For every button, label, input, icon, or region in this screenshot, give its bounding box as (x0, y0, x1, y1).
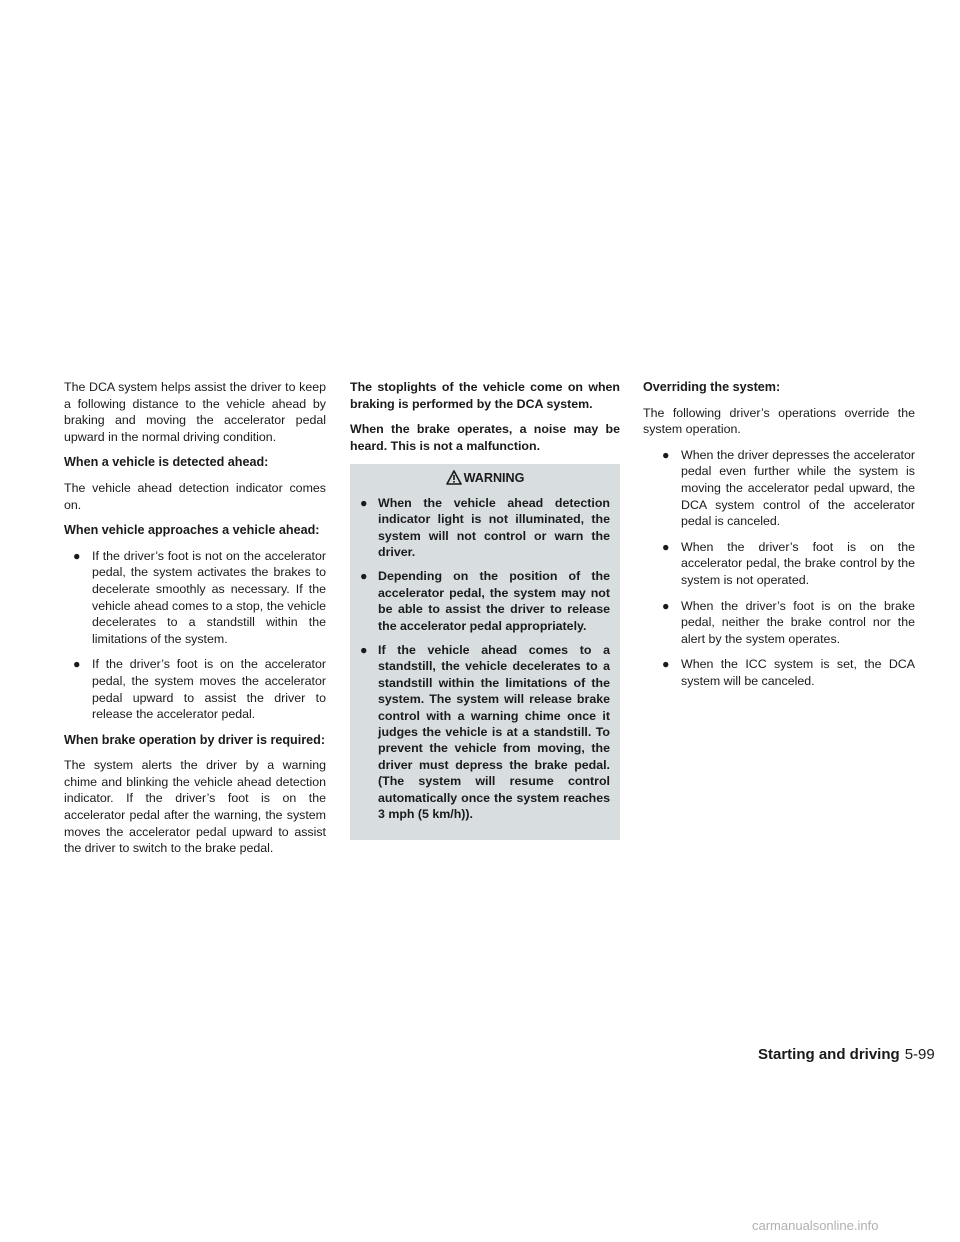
list-item: ● If the driver’s foot is on the accelerator pedal, the system moves the accelerator pedal upward to assist the driver to release the accelerator pedal. (73, 657, 326, 722)
heading-vehicle-approaches: When vehicle approaches a vehicle ahead: (64, 523, 320, 538)
bullet-icon: ● (662, 598, 670, 613)
page-footer (758, 1046, 935, 1063)
approach-list (64, 548, 326, 723)
list-item: ● If the driver’s foot is not on the accelerator pedal, the system activates the brakes to decelerate smoothly as necessary. If the vehicle ahead comes to a stop, the vehicle decelerates to a standstill within the limitations of the system. (73, 548, 326, 646)
heading-brake-required: When brake operation by driver is required: (64, 732, 326, 747)
detected-paragraph: The vehicle ahead detection indicator comes on. (64, 480, 326, 512)
bullet-icon: ● (360, 495, 368, 510)
bullet-icon: ● (662, 657, 670, 672)
bullet-icon: ● (662, 539, 670, 554)
warning-triangle-icon (446, 470, 462, 485)
heading-overriding: Overriding the system: (643, 380, 781, 394)
heading-vehicle-detected: When a vehicle is detected ahead: (64, 455, 269, 470)
list-item: ● When the vehicle ahead detection indicator light is not illuminated, the system will not control or warn the driver. (360, 495, 610, 559)
bullet-icon: ● (360, 569, 368, 584)
stoplights-paragraph: The stoplights of the vehicle come on when braking is performed by the DCA system. (350, 380, 620, 411)
list-item: ● When the driver depresses the accelerator pedal even further while the system is moving the accelerator pedal upward, the DCA system control of the accelerator pedal is canceled. (662, 447, 915, 529)
noise-paragraph: When the brake operates, a noise may be heard. This is not a malfunction. (350, 422, 620, 453)
warning-title: WARNING (463, 471, 525, 486)
list-item: ● If the vehicle ahead comes to a standstill, the vehicle decelerates to a standstill within the limitations of the system. The system will release brake control with a warning chime once it judges the vehicle is at a standstill. To prevent the vehicle from moving, the driver must depress the brake pedal. (The system will resume control automatically once the system reaches 3 mph (5 km/h)). (360, 643, 610, 822)
override-list (643, 447, 915, 690)
bullet-icon: ● (662, 447, 670, 462)
warning-box (350, 464, 620, 839)
column-middle (350, 379, 620, 840)
list-item: ● When the ICC system is set, the DCA system will be canceled. (662, 657, 915, 688)
section-name: Starting and driving (758, 1046, 900, 1063)
warning-list (360, 495, 610, 823)
bullet-icon: ● (73, 548, 81, 563)
warning-header (360, 470, 610, 486)
bullet-icon: ● (360, 643, 368, 658)
intro-paragraph: The DCA system helps assist the driver to keep a following distance to the vehicle ahead by braking and moving the accelerator pedal upward in the normal driving condition. (64, 380, 326, 444)
list-item: ● When the driver’s foot is on the brake pedal, neither the brake control nor the alert by the system operates. (662, 598, 915, 646)
page-number: 5-99 (904, 1046, 935, 1063)
column-right (643, 379, 915, 699)
overriding-paragraph: The following driver’s operations override the system operation. (643, 405, 915, 437)
brake-required-paragraph: The system alerts the driver by a warning chime and blinking the vehicle ahead detection indicator. If the driver’s foot is on the accelerator pedal after the warning, the system moves the accelerator pedal upward to assist the driver to switch to the brake pedal. (64, 758, 326, 856)
column-left (64, 379, 326, 866)
list-item: ● When the driver’s foot is on the accelerator pedal, the brake control by the system is not operated. (662, 539, 915, 587)
bullet-icon: ● (73, 657, 81, 672)
list-item: ● Depending on the position of the accelerator pedal, the system may not be able to assist the driver to release the accelerator pedal appropriately. (360, 569, 610, 633)
watermark: carmanualsonline.info (752, 1218, 879, 1233)
